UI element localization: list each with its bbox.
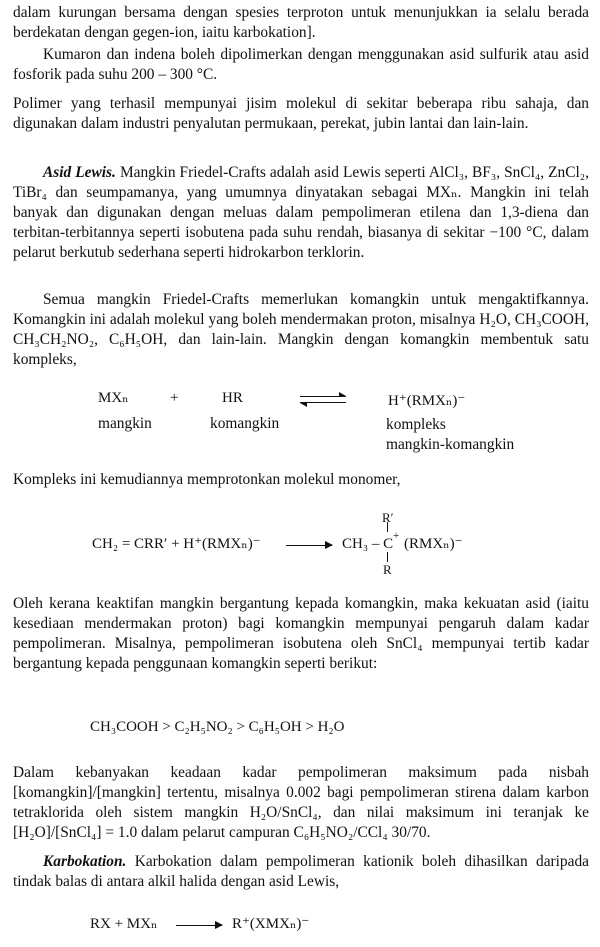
reaction-arrow-icon: [176, 925, 222, 926]
paragraph-kumaron: [13, 45, 589, 85]
paragraph-karbokation: [13, 852, 589, 892]
eq1-label-cocatalyst: komangkin: [210, 415, 280, 432]
paragraph-text: Kumaron dan indena boleh dipolimerkan dengan menggunakan asid sulfurik atau asid fosforik pada suhu 200 – 300 °C.: [13, 46, 589, 83]
run-in-heading: Asid Lewis.: [43, 164, 116, 181]
eq1-complex: H⁺(RMXₙ)⁻: [388, 393, 466, 409]
paragraph-text: dalam kurungan bersama dengan spesies terproton untuk menunjukkan ia selalu berada berdekatan dengan gegen-ion, iaitu karbokation].: [13, 4, 589, 41]
paragraph-keaktifan: [13, 594, 589, 674]
paragraph-text: Polimer yang terhasil mempunyai jisim molekul di sekitar beberapa ribu sahaja, dan digunakan dalam industri penyalutan permukaan, perekat, jubin lantai dan lain-lain.: [13, 95, 589, 132]
equation-acidity-order: CH₃COOH > C₂H₅NO₂ > C₆H₅OH > H₂O: [90, 719, 345, 735]
paragraph-text: Karbokation dalam pempolimeran kationik boleh dihasilkan daripada tindak balas di antara alkil halida dengan asid Lewis,: [13, 853, 589, 890]
eq4-products: R⁺(XMXₙ)⁻: [232, 916, 310, 932]
eq1-label-complex: kompleks: [386, 416, 446, 433]
paragraph-text: Mangkin Friedel-Crafts adalah asid Lewis seperti AlCl₃, BF₃, SnCl₄, ZnCl₂, TiBr₄ dan seumpamanya, yang umumnya dinyatakan sebagai MXₙ. Mangkin ini telah banyak dan digunakan dengan meluas dalam pempolimeran etilena dan 1,3-diena dan terbitan-terbitannya seperti isobutena pada suhu rendah, biasanya di sekitar −100 °C, dalam pelarut berkutub sederhana seperti hidrokarbon terklorin.: [13, 164, 589, 261]
eq1-plus: +: [170, 390, 179, 406]
paragraph-kebanyakan: [13, 763, 589, 843]
equilibrium-arrow-icon: [300, 396, 346, 406]
eq4-reactants: RX + MXₙ: [90, 916, 158, 932]
eq2-counterion: (RMXₙ)⁻: [404, 536, 463, 552]
eq2-charge: +: [393, 530, 400, 542]
paragraph-asid-lewis: [13, 163, 589, 263]
paragraph-text: Semua mangkin Friedel-Crafts memerlukan komangkin untuk mengaktifkannya. Komangkin ini adalah molekul yang boleh mendermakan proton, misalnya H₂O, CH₃COOH, CH₃CH₂NO₂, C₆H₅OH, dan lain-lain. Mangkin dengan komangkin membentuk satu kompleks,: [13, 291, 589, 368]
reaction-arrow-icon: [286, 545, 332, 546]
eq1-cocatalyst: HR: [222, 390, 243, 406]
eq2-reactants: CH₂ = CRR′ + H⁺(RMXₙ)⁻: [92, 536, 261, 552]
paragraph-komangkin: [13, 290, 589, 370]
eq2-substituent-top: R′: [382, 510, 394, 525]
eq1-label-catalyst: mangkin: [98, 415, 152, 432]
paragraph-continuation: [13, 3, 589, 43]
paragraph-text: Oleh kerana keaktifan mangkin bergantung kepada komangkin, maka kekuatan asid (iaitu kesediaan mendermakan proton) bagi komangkin mempunyai pengaruh dalam kadar pempolimeran. Misalnya, pempolimeran isobutena oleh SnCl₄ mempunyai tertib kadar bergantung kepada penggunaan komangkin seperti berikut:: [13, 595, 589, 672]
eq1-catalyst: MXₙ: [98, 390, 129, 406]
bond-line-icon: [387, 522, 388, 532]
paragraph-polimer: [13, 94, 589, 134]
paragraph-kompleks: [13, 470, 589, 490]
eq1-label-complex-type: mangkin-komangkin: [386, 436, 515, 453]
eq2-substituent-bottom: R: [383, 562, 392, 577]
paragraph-text: Dalam kebanyakan keadaan kadar pempolimeran maksimum pada nisbah [komangkin]/[mangkin] tertentu, misalnya 0.002 bagi pempolimeran stirena dalam karbon tetraklorida oleh sistem mangkin H₂O/SnCl₄, dan nilai maksimum ini teranjak ke [H₂O]/[SnCl₄] = 1.0 dalam pelarut campuran C₆H₅NO₂/CCl₄ 30/70.: [13, 764, 589, 841]
run-in-heading: Karbokation.: [43, 853, 127, 870]
eq2-carbocation-core: CH₃ – C: [342, 536, 394, 552]
paragraph-text: Kompleks ini kemudiannya memprotonkan molekul monomer,: [13, 471, 401, 488]
